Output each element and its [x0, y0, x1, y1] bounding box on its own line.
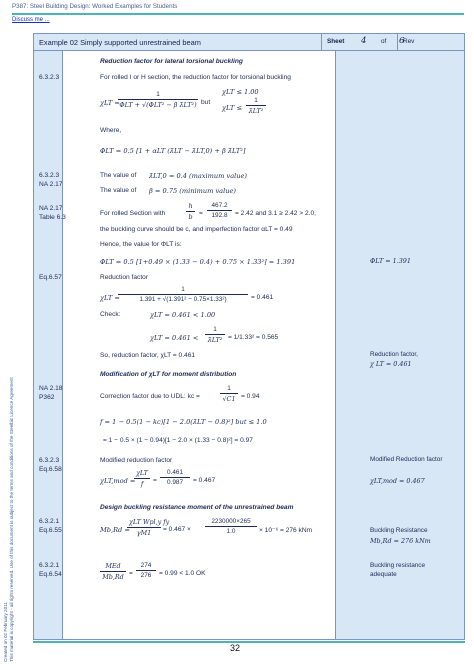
modified-frac-2-num: 0.461: [160, 469, 190, 478]
ref-na-2-17: NA 2.17: [39, 181, 63, 188]
cond-2-den: λ̄LT²: [248, 107, 264, 115]
discuss-link[interactable]: Discuss me ...: [12, 17, 50, 23]
vertical-copyright-note: [3, 302, 15, 662]
hb-value-num: 467.2: [207, 202, 232, 211]
side-reduction: Reduction factor,: [370, 351, 418, 358]
f-line-2: = 1 − 0.5 × (1 − 0.94)[1 − 2.0 × (1.33 − 0.8)²] = 0.97: [103, 437, 253, 444]
mbrd-frac-1-num: χLT Wpl,y fy: [129, 518, 170, 526]
chi-lhs: χLT =: [100, 99, 120, 107]
chi-result: = 0.461: [251, 294, 274, 301]
ratio-eq: =: [129, 570, 133, 577]
sheet-number: 4: [361, 36, 367, 46]
side-adequate-2: adequate: [370, 571, 397, 578]
curve-line: the buckling curve should be c, and imperfection factor αLT = 0.49: [100, 226, 293, 233]
hb-den: b: [188, 213, 193, 221]
header-title: P387: Steel Building Design: Worked Examples for Students: [12, 3, 178, 10]
side-modified: [370, 456, 465, 464]
lambda-line-value: λ̄LT,0 = 0.4 (maximum value): [149, 172, 247, 180]
footer-rule: [33, 641, 465, 643]
ratio-frac-1: [100, 562, 126, 581]
sheet-total: 6: [399, 36, 405, 46]
cond-2-fraction: [246, 97, 266, 115]
check-2-a: χLT = 0.461 <: [150, 334, 199, 342]
mbrd-lhs: Mb,Rd =: [100, 526, 130, 534]
modified-label: Modified reduction factor: [100, 457, 173, 464]
beta-line-label: The value of: [100, 187, 137, 194]
check-2-num: 1: [205, 326, 225, 335]
side-adequate: Buckling resistance: [370, 562, 426, 569]
mbrd-mid: = 0.467 ×: [163, 526, 191, 533]
header-rule: [12, 13, 464, 15]
f-line-1: f = 1 − 0.5(1 − kc)[1 − 2.0(λ̄LT − 0.8)²] but ≤ 1.0: [100, 418, 267, 426]
cond-1: χLT ≤ 1.00: [222, 88, 259, 96]
mbrd-result: × 10⁻⁶ = 276 kNm: [259, 527, 313, 534]
side-modified-label: Modified Reduction factor: [370, 456, 443, 463]
section-heading: Reduction factor for lateral torsional buckling: [100, 58, 243, 65]
hb-value-fraction: [207, 202, 232, 219]
hb-eq: =: [199, 210, 203, 217]
hb-num: h: [186, 202, 195, 212]
check-2-den: λ̄LT²: [207, 336, 223, 344]
side-modified-value: χLT,mod = 0.467: [370, 477, 425, 485]
cond-2-lhs: χLT ≤: [222, 104, 242, 112]
udl-num: 1: [220, 385, 238, 394]
ref-6-3-2-3-b: 6.3.2.3: [39, 172, 60, 179]
udl-result: = 0.94: [241, 393, 260, 400]
ref-6-3-2-1-b: 6.3.2.1: [39, 562, 60, 569]
page-number: 32: [230, 643, 241, 653]
side-buckling: Buckling Resistance: [370, 527, 428, 534]
check-2-b: = 1/1.33² = 0.565: [228, 334, 279, 341]
band-divider: [321, 34, 322, 51]
check-2-fraction: [205, 326, 225, 344]
hb-fraction: [186, 202, 195, 221]
modified-frac-2: [160, 469, 190, 486]
mbrd-frac-2: [205, 518, 257, 535]
modified-frac-1: [134, 469, 150, 488]
ref-table-6-3: Table 6.3: [39, 214, 66, 221]
vertical-created-line: Created on 02 February 2011: [3, 602, 8, 662]
content-divider: [62, 51, 63, 640]
udl-line: Correction factor due to UDL: kc =: [100, 393, 200, 400]
mbrd-frac-1-den: γM1: [136, 529, 152, 537]
ref-6-3-2-1: 6.3.2.1: [39, 518, 60, 525]
udl-den: √C1: [222, 395, 236, 403]
ratio-frac-2: [136, 562, 156, 579]
chi-frac-2-num: 1: [118, 286, 248, 295]
check-1: χLT = 0.461 < 1.00: [150, 311, 216, 319]
chi-frac-num: 1: [118, 91, 198, 100]
band-divider: [397, 34, 398, 51]
content-column: [62, 51, 335, 639]
modification-heading: Modification of χLT for moment distribution: [100, 371, 237, 378]
ref-6-3-2-3: 6.3.2.3: [39, 74, 60, 81]
side-phi: ΦLT = 1.391: [370, 257, 411, 265]
ref-eq-6-54: Eq.6.54: [39, 571, 62, 578]
example-title: Example 02 Simply supported unrestrained beam: [39, 38, 201, 47]
so-line: So, reduction factor, χLT = 0.461: [100, 352, 196, 359]
udl-fraction: [220, 385, 238, 403]
beta-line-value: β = 0.75 (minimum value): [149, 187, 236, 195]
chi-frac-den: ΦLT + √(ΦLT² − β λ̄LT²): [119, 101, 197, 109]
ref-eq-6-58: Eq.6.58: [39, 466, 62, 473]
of-label: of: [381, 38, 387, 45]
mbrd-frac-1: [127, 518, 170, 537]
ratio-frac-1-num: MEd: [100, 562, 126, 572]
modified-frac-2-den: 0.987: [167, 479, 183, 486]
ratio-frac-1-den: Mb,Rd: [102, 573, 124, 581]
check-label: Check:: [100, 311, 121, 318]
side-buckling-value: Mb,Rd = 276 kNm: [370, 537, 431, 545]
rolled-text: For rolled Section with: [100, 210, 166, 217]
content-divider: [335, 51, 336, 640]
ref-na-2-18: NA 2.18: [39, 385, 63, 392]
rev-label: Rev: [403, 38, 415, 45]
ref-6-3-2-3-c: 6.3.2.3: [39, 457, 60, 464]
chi-fraction-2: [118, 286, 248, 303]
ref-na-2-17-b: NA 2.17: [39, 205, 63, 212]
chi-lhs-2: χLT =: [100, 294, 120, 302]
modified-frac-1-num: χLT: [134, 469, 150, 479]
modified-frac-1-den: f: [140, 480, 144, 488]
vertical-copyright-line: This material is copyright - all rights reserved. Use of this document is subject to the terms and conditions of the Steelbiz Licence Agreement: [9, 377, 14, 662]
lambda-line-label: The value of: [100, 172, 137, 179]
title-band: [34, 34, 464, 51]
cond-2-num: 1: [246, 97, 266, 106]
reduction-label: Reduction factor: [100, 274, 149, 281]
modified-result: = 0.467: [193, 477, 216, 484]
where-text: Where,: [100, 127, 122, 134]
ref-eq-6-55: Eq.6.55: [39, 527, 62, 534]
sheet-label: Sheet: [327, 38, 345, 45]
but-text: but: [201, 99, 211, 106]
chi-fraction: [118, 91, 198, 109]
hb-value-den: 192.8: [211, 212, 228, 219]
rolled-result: = 2.42 and 3.1 ≥ 2.42 > 2.0,: [235, 210, 316, 217]
intro-text: For rolled I or H section, the reduction factor for torsional buckling: [100, 74, 291, 81]
ref-p362: P362: [39, 394, 55, 401]
mbrd-frac-2-num: 2230000×265: [205, 518, 257, 527]
chi-frac-2-den: 1.391 + √(1.391² − 0.75×1.33²): [139, 296, 227, 303]
ref-eq-6-57: Eq.6.57: [39, 274, 62, 281]
ratio-frac-2-num: 274: [136, 562, 156, 571]
phi-formula: ΦLT = 0.5 [1 + αLT (λ̄LT − λ̄LT,0) + β λ̄LT²]: [100, 147, 246, 155]
buckling-heading: Design buckling resistance moment of the unrestrained beam: [100, 504, 294, 511]
side-reduction-value: χ LT = 0.461: [370, 360, 412, 368]
mbrd-frac-2-den: 1.0: [226, 528, 236, 535]
ratio-result: = 0.99 < 1.0 OK: [159, 570, 206, 577]
phi-value: ΦLT = 0.5 [1+0.49 × (1.33 − 0.4) + 0.75 × 1.33²] = 1.391: [100, 258, 296, 266]
modified-eq: =: [153, 477, 157, 484]
hence-line: Hence, the value for ΦLT is:: [100, 241, 182, 248]
modified-lhs: χLT,mod =: [100, 477, 136, 485]
ratio-frac-2-den: 276: [140, 572, 152, 579]
